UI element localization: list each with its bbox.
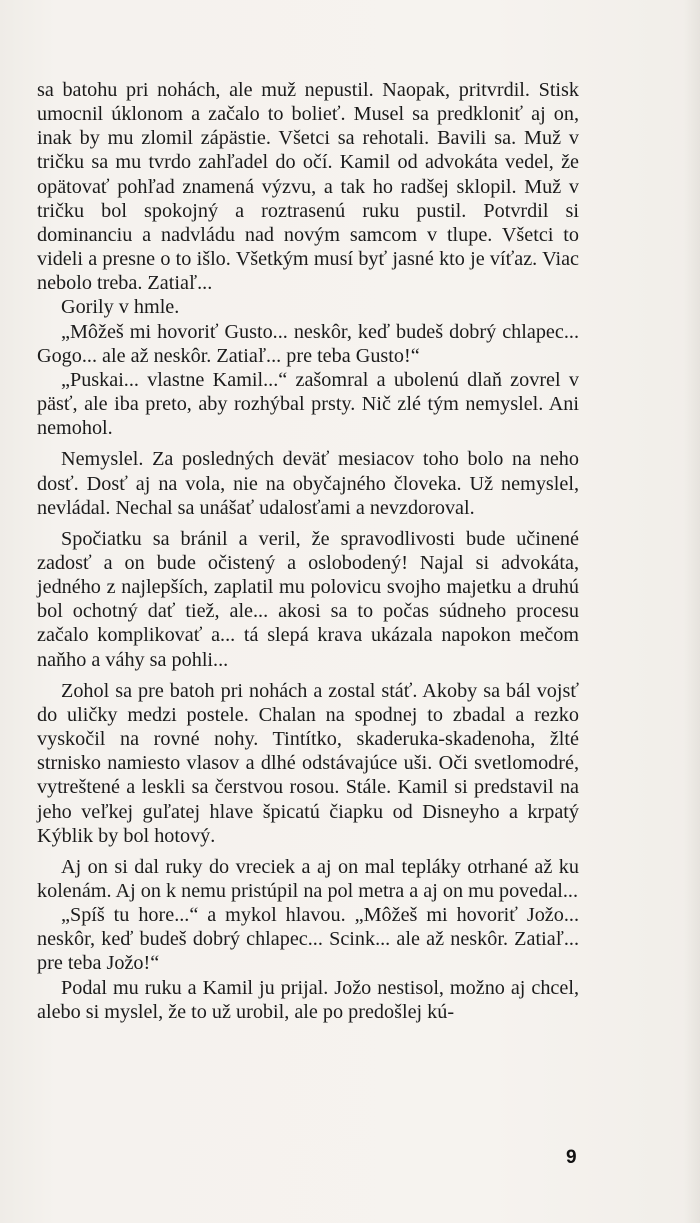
page-edge-shadow — [684, 0, 700, 1223]
paragraph: Aj on si dal ruky do vreciek a aj on mal tepláky otrhané až ku kolenám. Aj on k nemu pristúpil na pol metra a aj on mu povedal... — [37, 855, 579, 902]
paragraph: sa batohu pri nohách, ale muž nepustil. Naopak, pritvrdil. Stisk umocnil úklonom a začalo to bolieť. Musel sa predkloniť aj on, inak by mu zlomil zápästie. Všetci sa rehotali. Bavili sa. Muž v tričku sa mu tvrdo zahľadel do očí. Kamil od advokáta vedel, že opätovať pohľad znamená výzvu, a tak ho radšej sklopil. Muž v tričku bol spokojný a roztrasenú ruku pustil. Potvrdil si dominanciu a nadvládu nad novým samcom v tlupe. Všetci to videli a presne o to išlo. Všetkým musí byť jasné kto je víťaz. Viac nebolo treba. Zatiaľ... — [37, 79, 579, 295]
paragraph: Zohol sa pre batoh pri nohách a zostal stáť. Akoby sa bál vojsť do uličky medzi postele. Chalan na spodnej to zbadal a rezko vyskočil na rovné nohy. Tintítko, skaderuka-skadenoha, žlté strnisko namiesto vlasov a dlhé odstávajúce uši. Oči svetlomodré, vytreštené a leskli sa čerstvou rosou. Stále. Kamil si predstavil na jeho veľkej guľatej hlave špicatú čiapku od Disneyho a krpatý Kýblik by bol hotový. — [37, 679, 579, 847]
page-number: 9 — [566, 1147, 577, 1168]
paragraph: Nemyslel. Za posledných deväť mesiacov toho bolo na neho dosť. Dosť aj na vola, nie na obyčajného človeka. Už nemyslel, nevládal. Nechal sa unášať udalosťami a nevzdoroval. — [37, 448, 579, 519]
paragraph: „Môžeš mi hovoriť Gusto... neskôr, keď budeš dobrý chlapec... Gogo... ale až neskôr. Zatiaľ... pre teba Gusto!“ — [37, 320, 579, 367]
paragraph: Spočiatku sa bránil a veril, že spravodlivosti bude učinené zadosť a on bude očistený a oslobodený! Najal si advokáta, jedného z najlepších, zaplatil mu polovicu svojho majetku a druhú bol ochotný dať tiež, ale... akosi sa to počas súdneho procesu začalo komplikovať a... tá slepá krava ukázala napokon mečom naňho a váhy sa pohli... — [37, 527, 579, 671]
body-text — [37, 78, 579, 1024]
paragraph: „Puskai... vlastne Kamil...“ zašomral a ubolenú dlaň zovrel v päsť, ale iba preto, aby rozhýbal prsty. Nič zlé tým nemyslel. Ani nemohol. — [37, 368, 579, 440]
paragraph: Podal mu ruku a Kamil ju prijal. Jožo nestisol, možno aj chcel, alebo si myslel, že to už urobil, ale po predošlej kú- — [37, 976, 579, 1023]
paragraph: Gorily v hmle. — [61, 296, 180, 319]
paragraph: „Spíš tu hore...“ a mykol hlavou. „Môžeš mi hovoriť Jožo... neskôr, keď budeš dobrý chlapec... Scink... ale až neskôr. Zatiaľ... pre teba Jožo!“ — [37, 904, 579, 975]
